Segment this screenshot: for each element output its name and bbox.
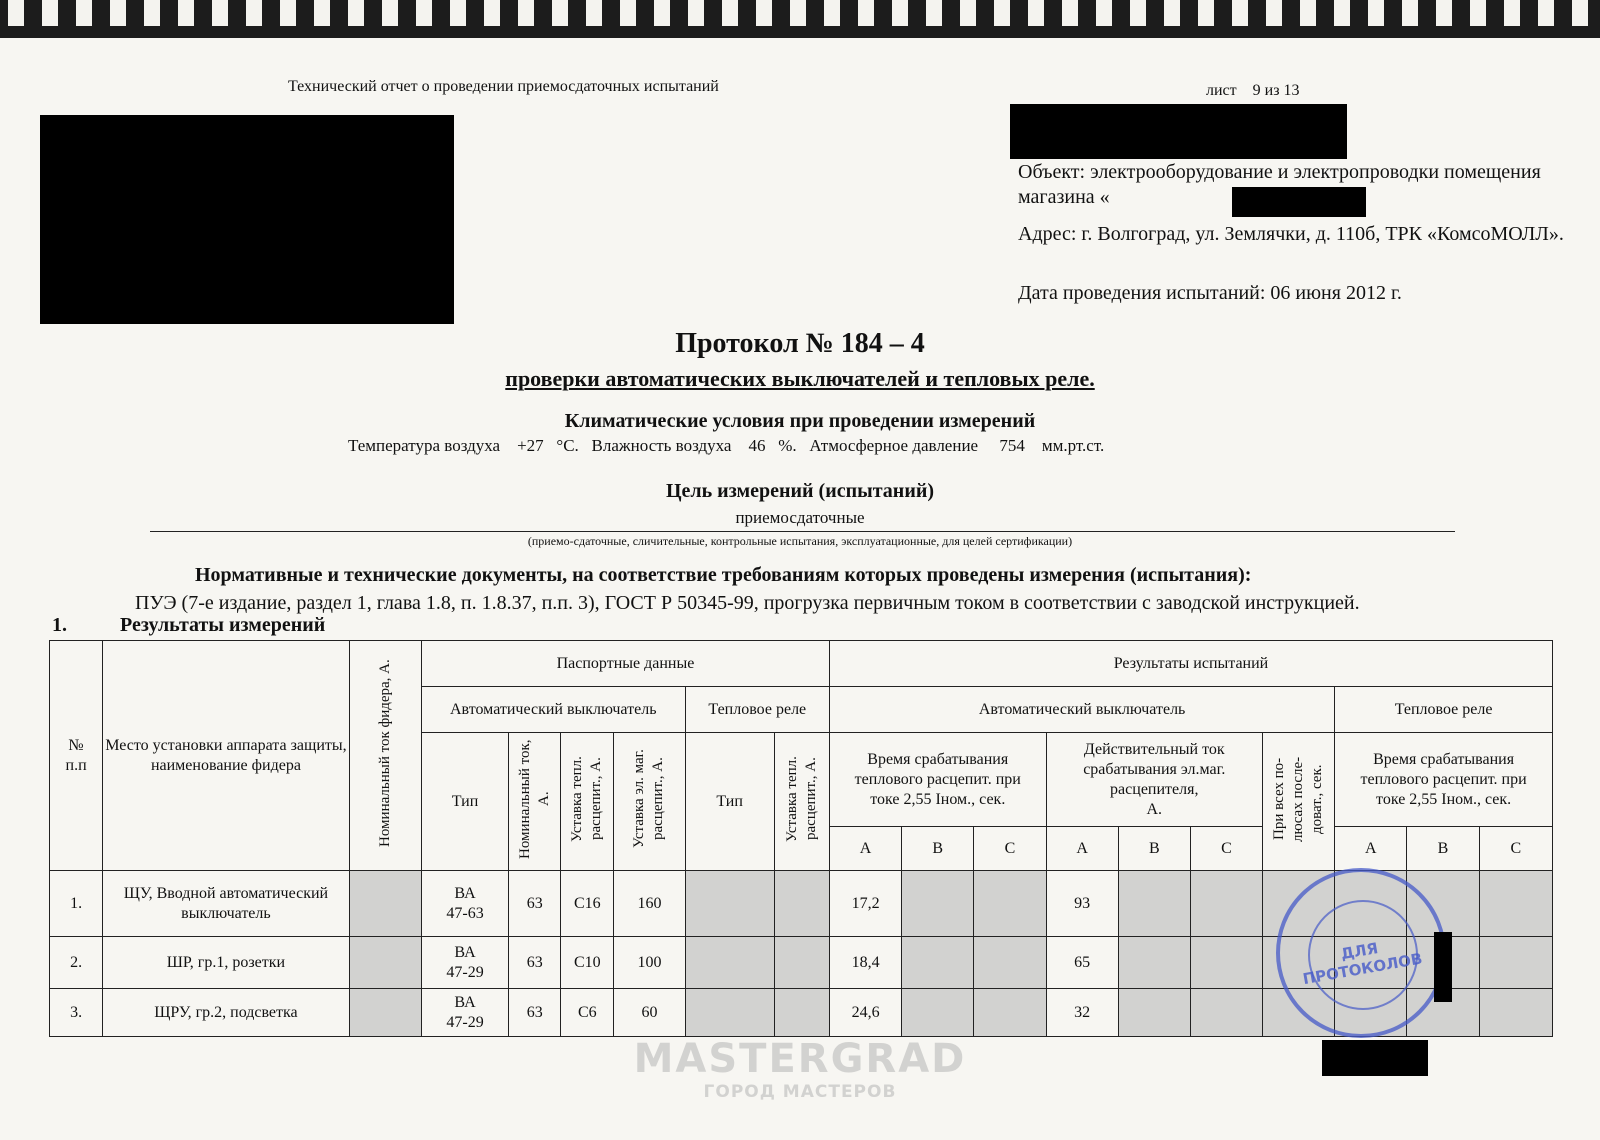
header-auto-switch: Автоматический выключатель	[421, 687, 685, 733]
header-test-results: Результаты испытаний	[830, 641, 1553, 687]
row-relay-type	[685, 937, 774, 989]
row-current-a: 32	[1046, 989, 1118, 1037]
phase-a-1: А	[830, 827, 902, 871]
row-time-c	[974, 989, 1046, 1037]
binder-hole	[178, 0, 194, 26]
row-thermal: С10	[561, 937, 614, 989]
header-actual-current: Действительный ток срабатывания эл.маг. расцепителя, А.	[1046, 733, 1263, 827]
row-place: ШР, гр.1, розетки	[103, 937, 350, 989]
binder-hole	[586, 0, 602, 26]
binder-hole	[1334, 0, 1350, 26]
binder-hole	[416, 0, 432, 26]
goal-value: приемосдаточные	[735, 508, 865, 527]
row-current-c	[1190, 937, 1262, 989]
row-feeder-current	[349, 989, 421, 1037]
binder-hole	[1470, 0, 1486, 26]
header-num: № п.п	[50, 641, 103, 871]
binder-hole	[110, 0, 126, 26]
header-relay-type: Тип	[685, 733, 774, 871]
climate-title: Климатические условия при проведении измерений	[564, 410, 1036, 432]
binder-hole	[824, 0, 840, 26]
norms-text: ПУЭ (7-е издание, раздел 1, глава 1.8, п. 1.8.37, п.п. 3), ГОСТ Р 50345-99, прогрузка первичным током в соответствии с заводской инструкцией.	[135, 592, 1360, 614]
row-magnetic: 100	[614, 937, 685, 989]
row-nominal: 63	[509, 989, 561, 1037]
phase-b-3: В	[1407, 827, 1479, 871]
binder-hole	[1164, 0, 1180, 26]
binder-hole	[76, 0, 92, 26]
row-current-b	[1118, 989, 1190, 1037]
header-all-poles: При всех по-люсах после-доват., сек.	[1263, 733, 1335, 871]
row-magnetic: 60	[614, 989, 685, 1037]
binder-hole	[212, 0, 228, 26]
row-relay-setting	[774, 937, 829, 989]
row-time-b	[902, 871, 974, 937]
phase-c-3: С	[1479, 827, 1552, 871]
lab-stamp	[1276, 868, 1446, 1038]
watermark-logo: MASTERGRAD	[633, 1036, 967, 1082]
sheet-number: лист 9 из 13	[1206, 82, 1300, 99]
section-title: Результаты измерений	[120, 614, 326, 636]
binder-hole	[450, 0, 466, 26]
header-relay-setting: Уставка тепл. расцепит., А.	[774, 733, 829, 871]
phase-c-2: С	[1190, 827, 1262, 871]
test-date: Дата проведения испытаний: 06 июня 2012 г.	[1018, 282, 1402, 304]
row-num: 3.	[50, 989, 103, 1037]
header-thermal-setting: Уставка тепл. расцепит., А.	[561, 733, 614, 871]
binder-hole	[858, 0, 874, 26]
binder-hole	[518, 0, 534, 26]
binder-hole	[1368, 0, 1384, 26]
header-res-thermal-relay: Тепловое реле	[1335, 687, 1553, 733]
row-time-c	[974, 937, 1046, 989]
header-nominal-current: Номинальный ток, А.	[509, 733, 561, 871]
row-time-a: 18,4	[830, 937, 902, 989]
binder-hole	[1436, 0, 1452, 26]
row-place: ЩУ, Вводной автоматический выключатель	[103, 871, 350, 937]
phase-b-2: В	[1118, 827, 1190, 871]
binder-hole	[1130, 0, 1146, 26]
binder-hole	[1232, 0, 1248, 26]
stamp-text: ДЛЯ ПРОТОКОЛОВ	[1301, 939, 1424, 989]
header-thermal-relay: Тепловое реле	[685, 687, 829, 733]
row-relay-setting	[774, 989, 829, 1037]
binder-hole	[1198, 0, 1214, 26]
row-type: ВА 47-63	[421, 871, 508, 937]
binder-hole	[722, 0, 738, 26]
row-thermal: С6	[561, 989, 614, 1037]
object-description: Объект: электрооборудование и электропроводки помещения магазина «	[1018, 161, 1541, 208]
row-magnetic: 160	[614, 871, 685, 937]
row-nominal: 63	[509, 937, 561, 989]
row-place: ЩРУ, гр.2, подсветка	[103, 989, 350, 1037]
header-passport: Паспортные данные	[421, 641, 829, 687]
binder-hole	[1096, 0, 1112, 26]
goal-title: Цель измерений (испытаний)	[665, 480, 935, 502]
row-num: 2.	[50, 937, 103, 989]
binder-hole	[314, 0, 330, 26]
binder-hole	[348, 0, 364, 26]
row-thermal: С16	[561, 871, 614, 937]
binder-hole	[144, 0, 160, 26]
binder-hole	[1028, 0, 1044, 26]
binder-hole	[960, 0, 976, 26]
protocol-title: Протокол № 184 – 4	[675, 328, 925, 359]
binder-hole	[756, 0, 772, 26]
binder-hole	[1300, 0, 1316, 26]
binder-hole	[620, 0, 636, 26]
redacted-signature-block	[1434, 932, 1452, 1002]
phase-a-3: А	[1335, 827, 1407, 871]
row-time-c	[974, 871, 1046, 937]
row-current-c	[1190, 989, 1262, 1037]
row-time-b	[902, 989, 974, 1037]
row-relay-setting	[774, 871, 829, 937]
row-relay-c	[1479, 937, 1552, 989]
header-magnetic-setting: Уставка эл. маг. расцепит., А.	[614, 733, 685, 871]
binder-hole	[688, 0, 704, 26]
phase-a-2: А	[1046, 827, 1118, 871]
binder-strip	[0, 0, 1600, 38]
binder-hole	[552, 0, 568, 26]
goal-underline	[150, 531, 1455, 532]
climate-conditions: Температура воздуха +27 °С. Влажность воздуха 46 %. Атмосферное давление 754 мм.рт.ст.	[348, 436, 1105, 455]
row-relay-c	[1479, 871, 1552, 937]
row-type: ВА 47-29	[421, 989, 508, 1037]
watermark-subtitle: ГОРОД МАСТЕРОВ	[703, 1082, 897, 1102]
binder-hole	[280, 0, 296, 26]
norms-title: Нормативные и технические документы, на соответствие требованиям которых проведены измерения (испытания):	[195, 564, 1252, 586]
binder-hole	[1062, 0, 1078, 26]
header-type: Тип	[421, 733, 508, 871]
binder-hole	[8, 0, 24, 26]
object-address: Адрес: г. Волгоград, ул. Землячки, д. 110б, ТРК «КомсоМОЛЛ».	[1018, 223, 1564, 245]
report-title: Технический отчет о проведении приемосдаточных испытаний	[288, 78, 719, 95]
phase-c-1: С	[974, 827, 1046, 871]
header-res-auto-switch: Автоматический выключатель	[830, 687, 1335, 733]
section-number: 1.	[52, 614, 67, 636]
redacted-block-logo	[40, 115, 454, 324]
row-type: ВА 47-29	[421, 937, 508, 989]
phase-b-1: В	[902, 827, 974, 871]
row-time-a: 24,6	[830, 989, 902, 1037]
row-current-b	[1118, 937, 1190, 989]
row-num: 1.	[50, 871, 103, 937]
row-relay-c	[1479, 989, 1552, 1037]
binder-hole	[892, 0, 908, 26]
goal-note: (приемо-сдаточные, сличительные, контрольные испытания, эксплуатационные, для целей сертификации)	[527, 534, 1073, 548]
header-feeder-current: Номинальный ток фидера, А.	[349, 641, 421, 871]
binder-hole	[382, 0, 398, 26]
row-relay-type	[685, 989, 774, 1037]
binder-hole	[484, 0, 500, 26]
protocol-subtitle: проверки автоматических выключателей и тепловых реле.	[505, 366, 1095, 391]
row-current-c	[1190, 871, 1262, 937]
row-feeder-current	[349, 937, 421, 989]
row-current-a: 65	[1046, 937, 1118, 989]
binder-hole	[790, 0, 806, 26]
row-nominal: 63	[509, 871, 561, 937]
binder-hole	[1572, 0, 1588, 26]
binder-hole	[246, 0, 262, 26]
row-relay-type	[685, 871, 774, 937]
binder-hole	[42, 0, 58, 26]
row-time-a: 17,2	[830, 871, 902, 937]
binder-hole	[654, 0, 670, 26]
header-time-relay: Время срабатывания теплового расцепит. при токе 2,55 Iном., сек.	[1335, 733, 1553, 827]
binder-hole	[1266, 0, 1282, 26]
binder-hole	[1538, 0, 1554, 26]
row-feeder-current	[349, 871, 421, 937]
header-place: Место установки аппарата защиты, наименование фидера	[103, 641, 350, 871]
row-current-b	[1118, 871, 1190, 937]
row-current-a: 93	[1046, 871, 1118, 937]
row-time-b	[902, 937, 974, 989]
redacted-block-top-right	[1010, 104, 1347, 159]
header-time-thermal: Время срабатывания теплового расцепит. при токе 2,55 Iном., сек.	[830, 733, 1047, 827]
binder-hole	[926, 0, 942, 26]
binder-hole	[1504, 0, 1520, 26]
binder-hole	[994, 0, 1010, 26]
binder-hole	[1402, 0, 1418, 26]
